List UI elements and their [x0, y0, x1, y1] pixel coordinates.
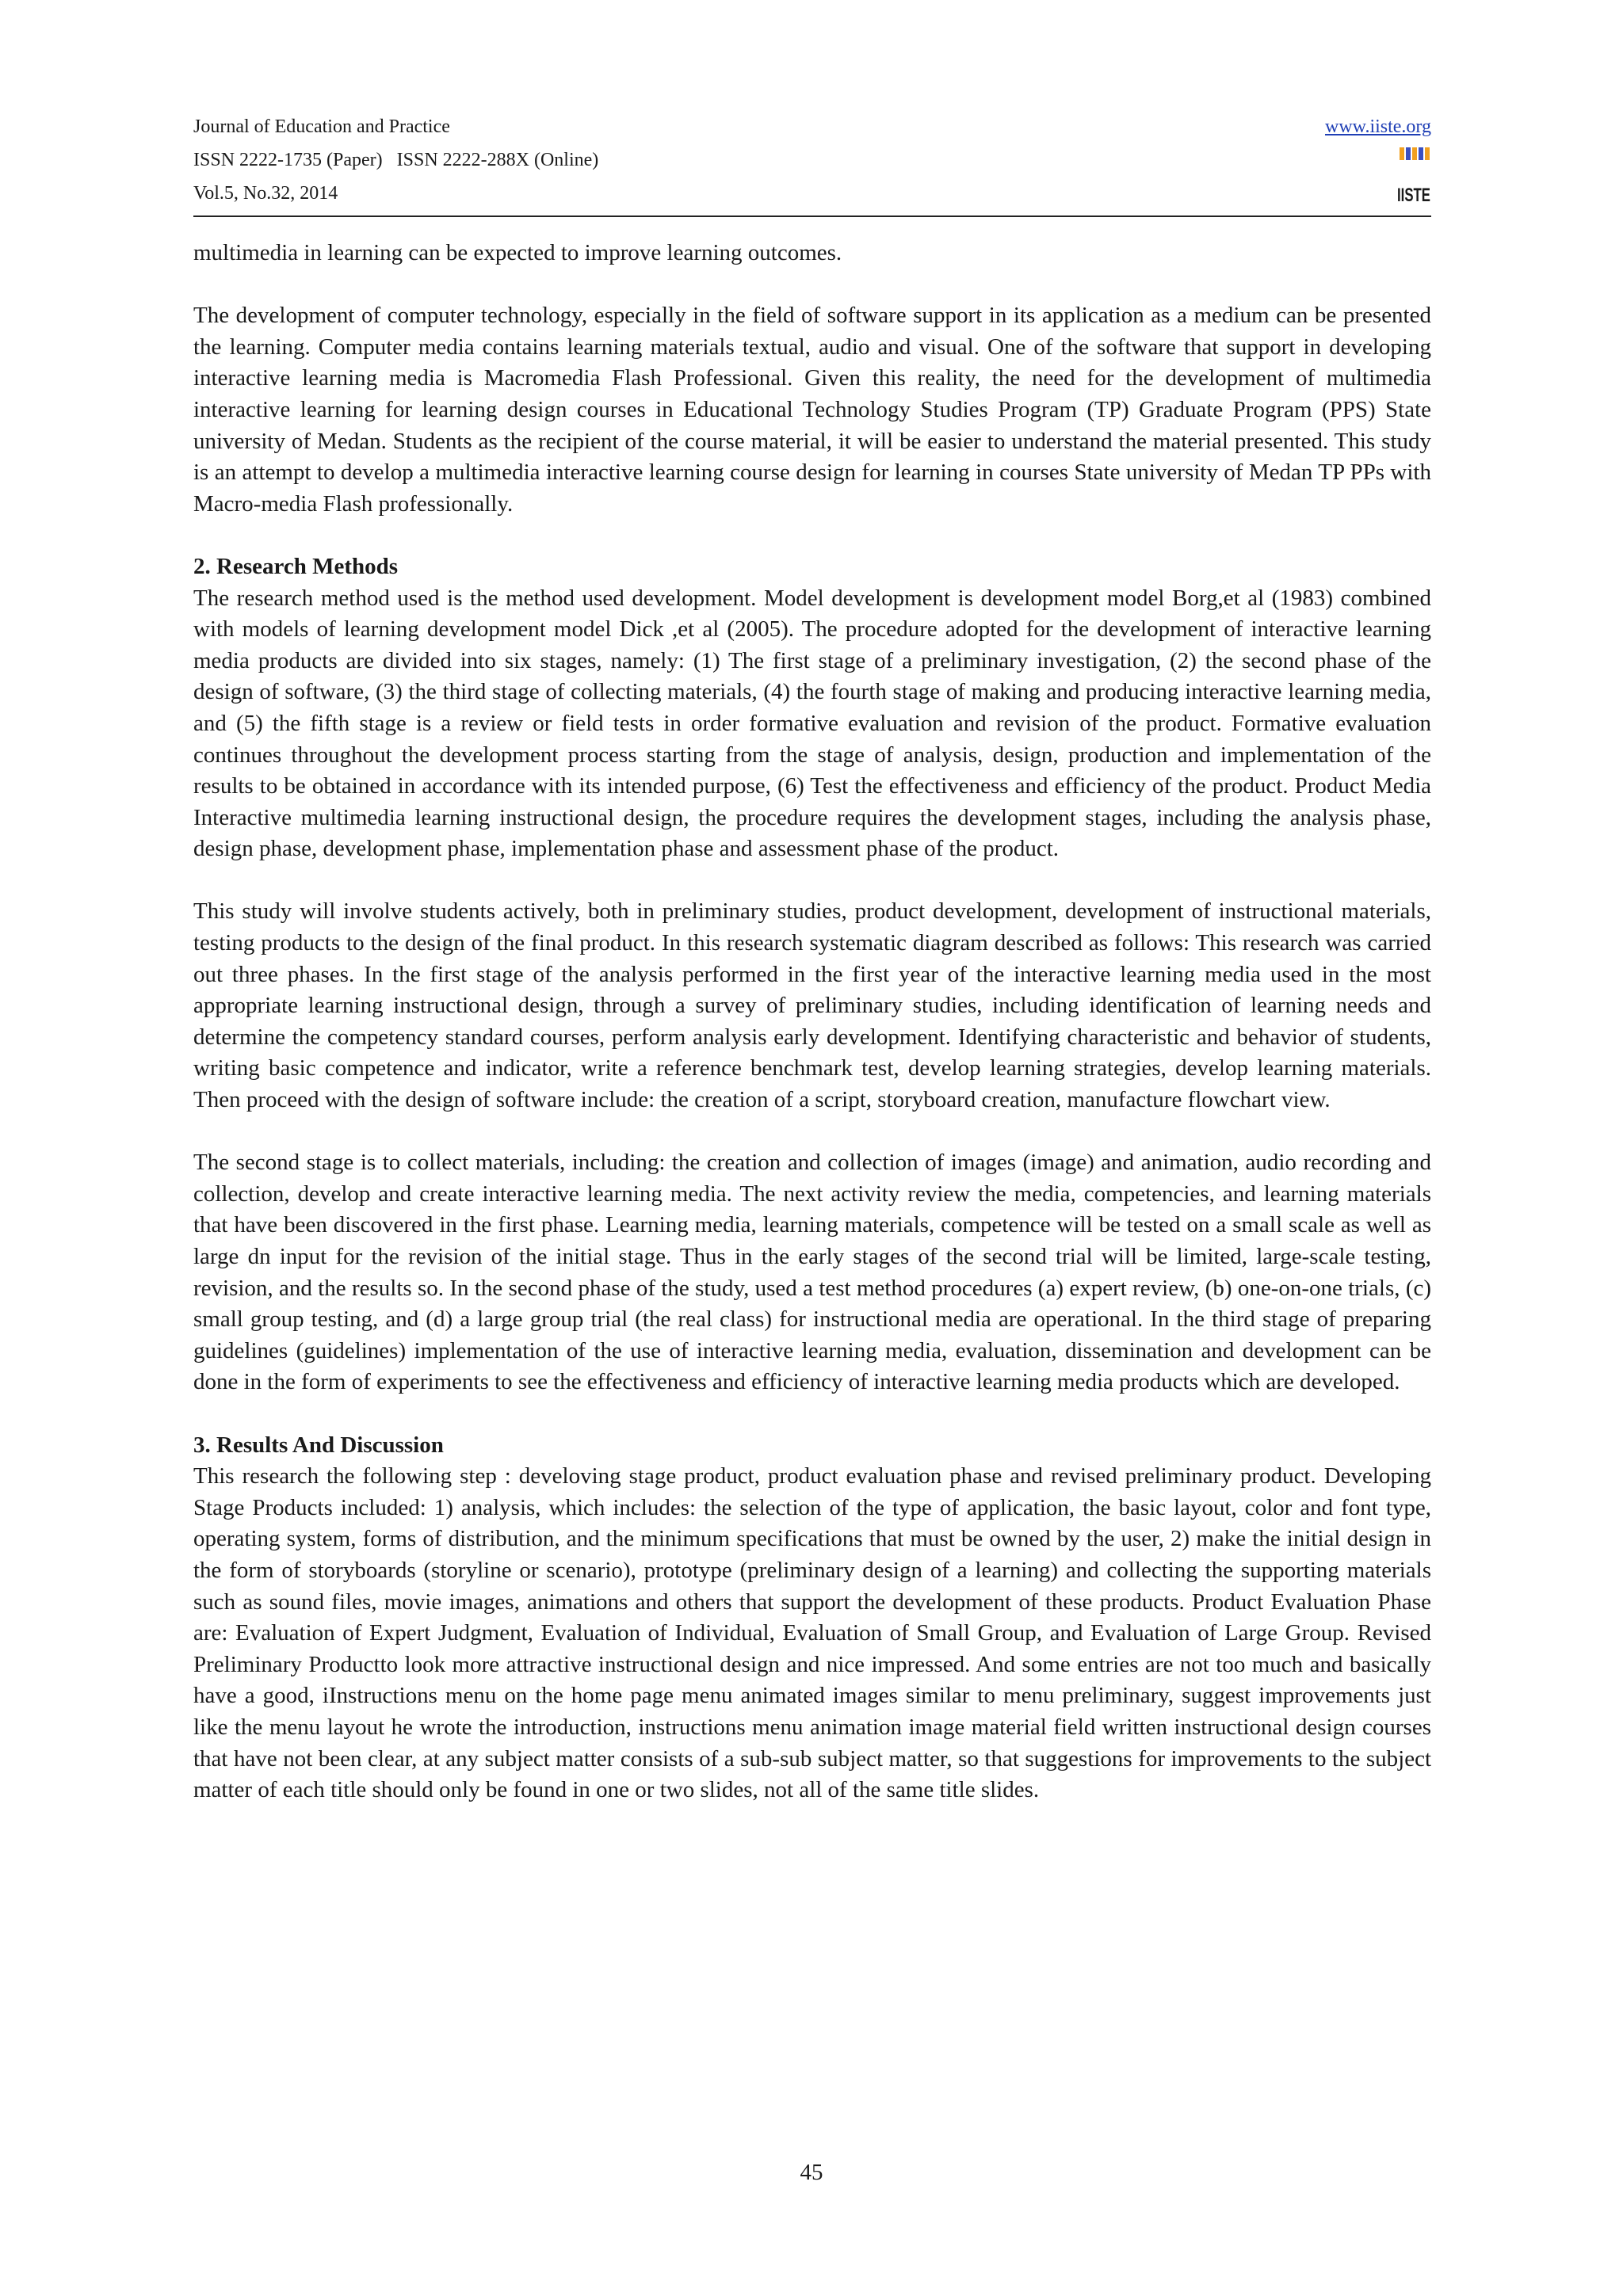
journal-title: Journal of Education and Practice	[193, 116, 450, 137]
page-header	[193, 111, 1431, 217]
logo-wordmark: IISTE	[1397, 185, 1430, 206]
logo-bar-blue-2	[1419, 147, 1423, 160]
page-number: 45	[800, 2160, 823, 2185]
iiste-logo	[1396, 146, 1431, 212]
paragraph-computer-technology: The development of computer technology, especially in the field of software support in its application as a medium can be presented the learning. Computer media contains learning materials textual, audio and visual. One of the software that support in developing interactive learning media is Macromedia Flash Professional. Given this reality, the need for the development of multimedia interactive learning for learning design courses in Educational Technology Studies Program (TP) Graduate Program (PPS) State university of Medan. Students as the recipient of the course material, it will be easier to understand the material presented. This study is an attempt to develop a multimedia interactive learning course design for learning in courses State university of Medan TP PPs with Macro-media Flash professionally.	[193, 303, 1431, 517]
article-body	[193, 238, 1431, 1837]
logo-bar-orange-3	[1425, 147, 1430, 160]
section-heading-results: 3. Results And Discussion	[193, 1432, 444, 1458]
issn-line: ISSN 2222-1735 (Paper) ISSN 2222-288X (Online)	[193, 150, 599, 170]
journal-url-link[interactable]: www.iiste.org	[1325, 116, 1431, 137]
paragraph-intro-end: multimedia in learning can be expected to improve learning outcomes.	[193, 240, 842, 265]
logo-bar-orange-2	[1412, 147, 1417, 160]
paragraph-results: This research the following step : develoving stage product, product evaluation phase and revised preliminary product. Developing Stage Products included: 1) analysis, which includes: the selection of the type of application, the basic layout, color and font type, operating system, forms of distribution, and the minimum specifications that must be owned by the user, 2) make the initial design in the form of storyboards (storyline or scenario), prototype (preliminary design of a learning) and collecting the supporting materials such as sound files, movie images, animations and others that support the development of these products. Product Evaluation Phase are: Evaluation of Expert Judgment, Evaluation of Individual, Evaluation of Small Group, and Evaluation of Large Group. Revised Preliminary Productto look more attractive instructional design and nice impressed. And some entries are not too much and basically have a good, iInstructions menu on the home page menu animated images similar to menu preliminary, suggest improvements just like the menu layout he wrote the introduction, instructions menu animation image material field written instructional design courses that have not been clear, at any subject matter consists of a sub-sub subject matter, so that suggestions for improvements to the subject matter of each title should only be found in one or two slides, not all of the same title slides.	[193, 1463, 1431, 1803]
logo-bar-blue-1	[1406, 147, 1411, 160]
paragraph-second-stage: The second stage is to collect materials, including: the creation and collection of images (image) and animation, audio recording and collection, develop and create interactive learning media. The next activity review the media, competencies, and learning materials that have been discovered in the first phase. Learning media, learning materials, competence will be tested on a small scale as well as large dn input for the revision of the initial stage. Thus in the early stages of the second trial will be limited, large-scale testing, revision, and the results so. In the second phase of the study, used a test method procedures (a) expert review, (b) one-on-one trials, (c) small group testing, and (d) a large group trial (the real class) for instructional media are operational. In the third stage of preparing guidelines (guidelines) implementation of the use of interactive learning media, evaluation, dissemination and development can be done in the form of experiments to see the effectiveness and efficiency of interactive learning media products which are developed.	[193, 1150, 1431, 1395]
paragraph-research-method: The research method used is the method used development. Model development is development model Borg,et al (1983) combined with models of learning development model Dick ,et al (2005). The procedure adopted for the development of interactive learning media products are divided into six stages, namely: (1) The first stage of a preliminary investigation, (2) the second phase of the design of software, (3) the third stage of collecting materials, (4) the fourth stage of making and producing interactive learning media, and (5) the fifth stage is a review or field tests in order formative evaluation and revision of the product. Formative evaluation continues throughout the development process starting from the stage of analysis, design, production and implementation of the results to be obtained in accordance with its intended purpose, (6) Test the effectiveness and efficiency of the product. Product Media Interactive multimedia learning instructional design, the procedure requires the development stages, including the analysis phase, design phase, development phase, implementation phase and assessment phase of the product.	[193, 585, 1431, 862]
paragraph-study-phases: This study will involve students actively, both in preliminary studies, product development, development of instructional materials, testing products to the design of the final product. In this research systematic diagram described as follows: This research was carried out three phases. In the first stage of the analysis performed in the first year of the interactive learning media used in the most appropriate learning instructional design, through a survey of preliminary studies, including identification of learning needs and determine the competency standard courses, perform analysis early development. Identifying characteristic and behavior of students, writing basic competence and indicator, write a reference benchmark test, develop learning strategies, develop learning materials. Then proceed with the design of software include: the creation of a script, storyboard creation, manufacture flowchart view.	[193, 898, 1431, 1113]
volume-line: Vol.5, No.32, 2014	[193, 183, 338, 204]
section-heading-research-methods: 2. Research Methods	[193, 553, 399, 579]
logo-bar-orange-1	[1400, 147, 1404, 160]
